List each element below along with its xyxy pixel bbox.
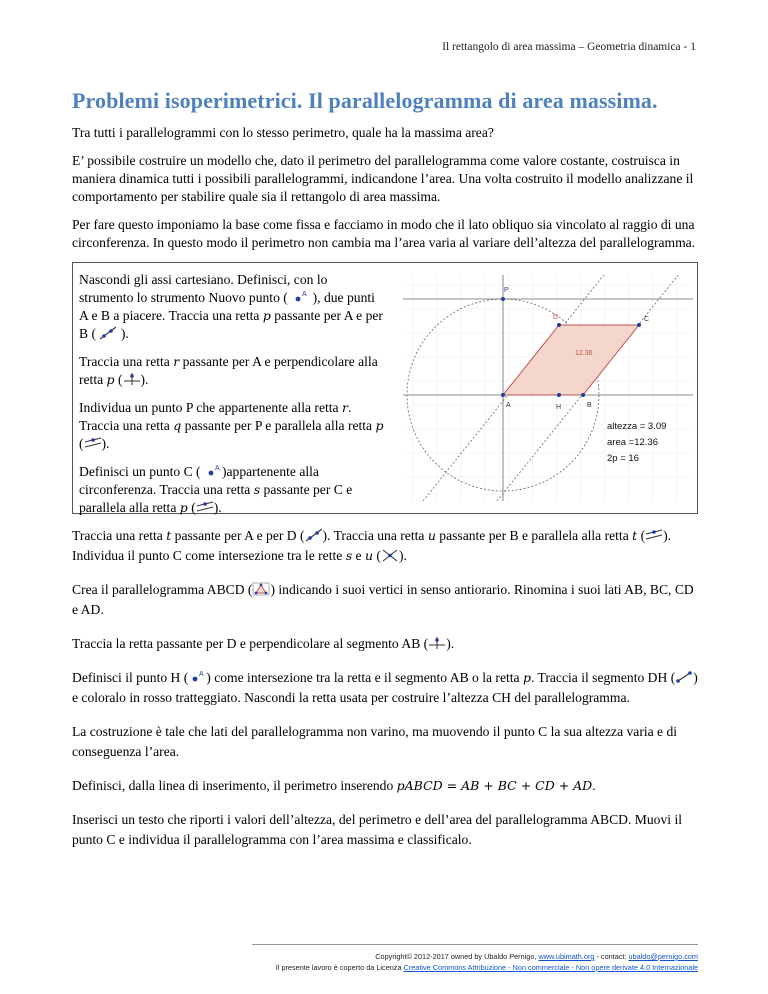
intro-paragraph: E’ possibile costruire un modello che, dato il perimetro del parallelogramma come valore costante, costruisca in maniera dinamica tutti i possibili parallelogrammi, indicandone l’area. Una volta costruito il modello analizzane il comportamento per stabilire quale sia il rettangolo di area massima. [72, 153, 694, 204]
footer-license: Il presente lavoro è coperto da Licenza Creative Commons Attribuzione - Non commerciale - Non opere derivate 4.0 Internazionale [275, 963, 698, 972]
instruction-box-text [79, 271, 385, 527]
page-footer [276, 951, 698, 973]
instruction-box [72, 262, 698, 514]
point-p [501, 297, 505, 301]
box-step-2: Traccia una retta r passante per A e perpendicolare alla retta p ( ). [79, 354, 378, 387]
area-label: 12.36 [575, 350, 593, 357]
parallel-line-icon [196, 500, 214, 514]
label-c: C [644, 316, 650, 323]
svg-text:A: A [199, 671, 204, 678]
info-perimetro: 2p = 16 [607, 453, 639, 464]
polygon-icon [252, 582, 270, 596]
step-point-h: Definisci il punto H ( A ) come intersezione tra la retta e il segmento AB o la retta p. Traccia il segmento DH ( ) e coloralo in rosso tratteggiato. Nascondi la retta usata per costruire l’altezza CH del parallelogramma. [72, 670, 698, 705]
perimeter-formula: pABCD = AB + BC + CD + AD [396, 778, 593, 793]
intro-paragraph: Per fare questo imponiamo la base come fissa e facciamo in modo che il lato obliquo sia vincolato al raggio di una circonferenza. In questo modo il perimetro non cambia ma l’area varia al variare dell’altezza del parallelogramma. [72, 217, 696, 250]
point-b [581, 393, 585, 397]
step-perimeter: Definisci, dalla linea di inserimento, il perimetro inserendo pABCD = AB + BC + CD + AD. [72, 778, 596, 793]
point-a [501, 393, 505, 397]
new-point-icon [188, 670, 206, 684]
line-two-points-icon [99, 326, 117, 340]
main-content [72, 124, 698, 864]
label-d: D [553, 314, 559, 321]
step-line-t: Traccia una retta t passante per A e per D ( ). Traccia una retta u passante per B e parallela alla retta t ( ). Individua il punto C come intersezione tra le rette s e u ( ). [72, 528, 672, 563]
box-step-4: Definisci un punto C ( A )appartenente alla circonferenza. Traccia una retta s passante per C e parallela alla retta p ( ). [79, 464, 353, 515]
label-b: B [587, 402, 592, 409]
intersect-icon [381, 548, 399, 562]
info-altezza: altezza = 3.09 [607, 421, 667, 432]
footer-email-link[interactable]: ubaldo@pernigo.com [628, 952, 698, 961]
step-polygon: Crea il parallelogramma ABCD ( ) indicando i suoi vertici in senso antiorario. Rinomina i suoi lati AB, BC, CD e AD. [72, 582, 694, 617]
svg-text:A: A [302, 291, 307, 298]
info-area: area =12.36 [607, 437, 658, 448]
page-title: Problemi isoperimetrici. Il parallelogramma di area massima. [72, 88, 658, 113]
segment-icon [675, 670, 693, 684]
box-step-3: Individua un punto P che appartenente alla retta r. Traccia una retta q passante per P e parallela alla retta p ( ). [79, 400, 384, 451]
footer-divider [252, 944, 698, 945]
svg-text:A: A [214, 465, 220, 472]
label-a: A [506, 402, 511, 409]
perpendicular-line-icon [428, 636, 446, 650]
footer-website-link[interactable]: www.ubimath.org [538, 952, 595, 961]
parallel-line-icon [645, 528, 663, 542]
step-observation: La costruzione è tale che lati del parallelogramma non varino, ma muovendo il punto C la sua altezza varia e di conseguenza l’area. [72, 724, 678, 759]
perpendicular-line-icon [123, 372, 141, 386]
point-on-object-icon [204, 464, 222, 478]
parallel-line-icon [84, 436, 102, 450]
point-d [557, 323, 561, 327]
point-h [557, 393, 561, 397]
box-step-1: Nascondi gli assi cartesiano. Definisci, con lo strumento lo strumento Nuovo punto ( A ), due punti A e B a piacere. Traccia una retta p passante per A e per B ( ). [79, 272, 383, 341]
page-header: Il rettangolo di area massima – Geometria dinamica - 1 [442, 41, 696, 53]
instructions-continued [72, 526, 698, 850]
step-perpendicular: Traccia la retta passante per D e perpendicolare al segmento AB ( ). [72, 636, 455, 651]
parallelogram [503, 325, 639, 395]
label-p: P [504, 287, 509, 294]
new-point-icon [291, 290, 309, 304]
footer-copyright: Copyright© 2012-2017 owned by Ubaldo Pernigo, www.ubimath.org - contact: ubaldo@pernigo.com [375, 952, 698, 961]
step-final: Inserisci un testo che riporti i valori dell’altezza, del perimetro e dell’area del parallelogramma ABCD. Muovi il punto C e individua il parallelogramma con l’area massima e classificalo. [72, 812, 682, 847]
line-two-points-icon [305, 528, 323, 542]
footer-license-link[interactable]: Creative Commons Attribuzione - Non commerciale - Non opere derivate 4.0 Internazionale [403, 963, 698, 972]
intro-question: Tra tutti i parallelogrammi con lo stesso perimetro, quale ha la massima area? [72, 125, 494, 140]
label-h: H [556, 404, 562, 411]
geogebra-figure [403, 275, 693, 501]
point-c [637, 323, 641, 327]
